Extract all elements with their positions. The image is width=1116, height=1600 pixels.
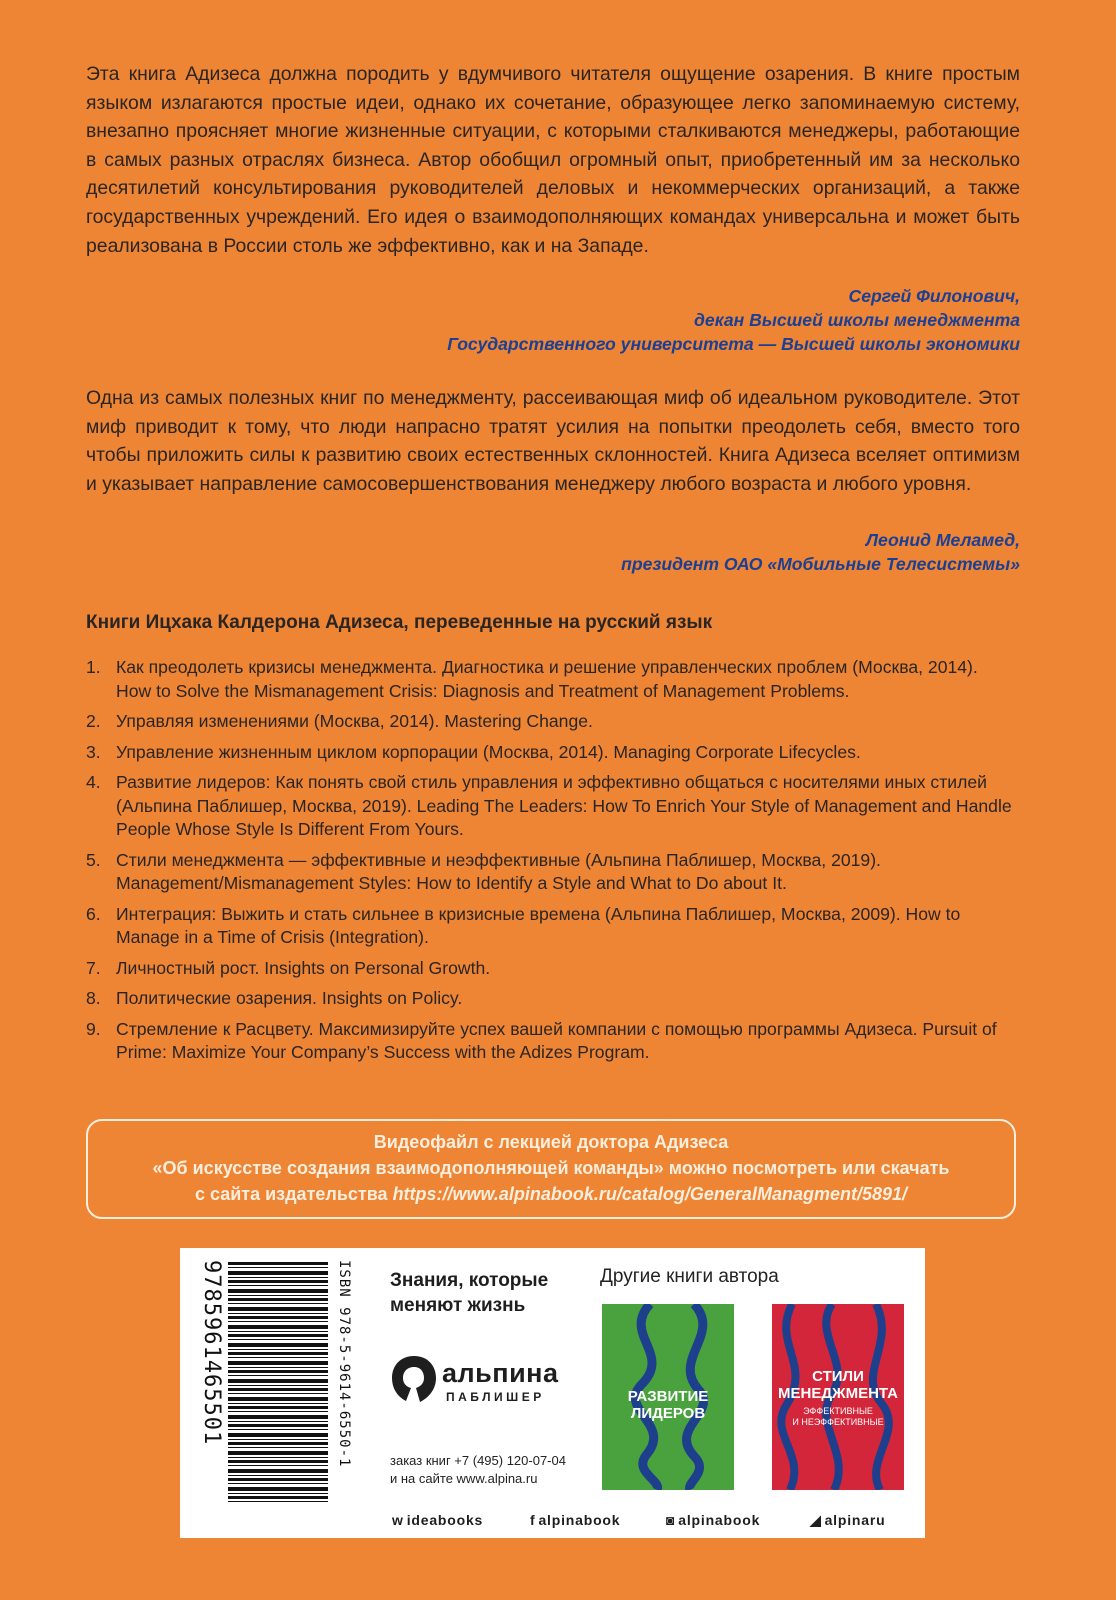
list-item: 2. Управляя изменениями (Москва, 2014). Mastering Change. <box>86 711 593 731</box>
list-item: 7. Личностный рост. Insights on Personal Growth. <box>86 957 491 978</box>
barcode <box>194 1260 354 1504</box>
alpina-logo-icon <box>390 1354 438 1404</box>
quote-1-role-1: декан Высшей школы менеджмента <box>694 310 1020 330</box>
list-item: 4. Развитие лидеров: Как понять свой стиль управления и эффективно общаться с носителями иных стилей (Альпина Паблишер, Москва, 2019). Leading The Leaders: How To Enrich Your Style of Management and Handle People Whose Style Is Different From Yours. <box>86 772 1012 839</box>
quote-2-role-1: президент ОАО «Мобильные Телесистемы» <box>621 554 1020 574</box>
list-item: 8. Политические озарения. Insights on Policy. <box>86 988 463 1008</box>
instagram-icon: ◙ <box>666 1512 676 1528</box>
video-info-box <box>86 1119 1016 1219</box>
quote-2-text: Одна из самых полезных книг по менеджменту, рассеивающая миф об идеальном руководителе. Этот миф приводит к тому, что люди напрасно тратят усилия на попытки преодолеть себя, вместо того чтобы приложить силы к развитию своих естественных склонностей. Книга Адизеса вселяет оптимизм и указывает направление самосовершенствования менеджеру любого возраста и любого уровня. <box>86 387 1020 495</box>
back-panel <box>180 1248 925 1538</box>
order-info: заказ книг +7 (495) 120-07-04 и на сайте www.alpina.ru <box>390 1453 566 1486</box>
quote-1-text: Эта книга Адизеса должна породить у вдумчивого читателя ощущение озарения. В книге простым языком излагаются простые идеи, однако их сочетание, образующее легко запоминаемую систему, внезапно проясняет многие жизненные ситуации, с которыми сталкиваются менеджеры, работающие в самых разных отраслях бизнеса. Автор обобщил огромный опыт, приобретенный им за несколько десятилетий консультирования руководителей деловых и некоммерческих организаций, а также государственных учреждений. Его идея о взаимодополняющих командах универсальна и может быть реализована в России столь же эффективно, как и на Западе. <box>86 63 1020 257</box>
social-vk[interactable]: ᴡ ideabooks <box>392 1512 484 1528</box>
barcode-digits: 9785961465501 <box>199 1260 224 1446</box>
cover-2-subtitle: ЭФФЕКТИВНЫЕ И НЕЭФФЕКТИВНЫЕ <box>792 1406 884 1427</box>
social-telegram[interactable]: ◢ alpinaru <box>810 1512 886 1528</box>
cover-2-title: СТИЛИ МЕНЕДЖМЕНТА <box>778 1368 898 1402</box>
list-item: 5. Стили менеджмента — эффективные и неэффективные (Альпина Паблишер, Москва, 2019). Management/Mismanagement Styles: How to Identify a Style and What to Do about It. <box>86 849 881 893</box>
quote-1-author: Сергей Филонович, <box>848 286 1020 306</box>
quote-2-author: Леонид Меламед, <box>865 530 1020 550</box>
video-line-3: с сайта издательства https://www.alpinabook.ru/catalog/GeneralManagment/5891/ <box>194 1184 908 1204</box>
video-line-1: Видеофайл с лекцией доктора Адизеса <box>373 1132 729 1152</box>
publisher-slogan: Знания, которые меняют жизнь <box>390 1270 549 1316</box>
book-cover-stili-menedzhmenta[interactable] <box>772 1304 904 1490</box>
facebook-icon: f <box>530 1512 536 1528</box>
publisher-sub: ПАБЛИШЕР <box>446 1390 545 1404</box>
quote-2-signature <box>621 528 1020 576</box>
video-line-2: «Об искусстве создания взаимодополняющей команды» можно посмотреть или скачать <box>152 1158 950 1178</box>
other-books-title: Другие книги автора <box>600 1266 779 1287</box>
publisher-name: альпина <box>442 1358 559 1388</box>
books-list <box>86 656 1016 1072</box>
list-item: 1. Как преодолеть кризисы менеджмента. Диагностика и решение управленческих проблем (Москва, 2014). How to Solve the Mismanagement Crisis: Diagnosis and Treatment of Management Problems. <box>86 657 978 701</box>
books-heading: Книги Ицхака Калдерона Адизеса, переведенные на русский язык <box>86 612 713 633</box>
social-facebook[interactable]: f alpinabook <box>530 1512 621 1528</box>
publisher-logo <box>390 1354 580 1410</box>
telegram-icon: ◢ <box>810 1512 822 1528</box>
quote-1-role-2: Государственного университета — Высшей школы экономики <box>447 334 1020 354</box>
video-url-link[interactable]: https://www.alpinabook.ru/catalog/GeneralManagment/5891/ <box>392 1184 908 1204</box>
list-item: 3. Управление жизненным циклом корпорации (Москва, 2014). Managing Corporate Lifecycles. <box>86 741 861 762</box>
list-item: 9. Стремление к Расцвету. Максимизируйте успех вашей компании с помощью программы Адизеса. Pursuit of Prime: Maximize Your Company’s Success with the Adizes Program. <box>86 1018 997 1062</box>
social-instagram[interactable]: ◙ alpinabook <box>666 1512 761 1528</box>
quote-1-signature <box>447 284 1020 356</box>
cover-1-title: РАЗВИТИЕ ЛИДЕРОВ <box>627 1388 709 1422</box>
list-item: 6. Интеграция: Выжить и стать сильнее в кризисные времена (Альпина Паблишер, Москва, 2009). How to Manage in a Time of Crisis (Integration). <box>86 903 961 947</box>
vk-icon: ᴡ <box>392 1512 404 1528</box>
isbn-number: ISBN 978-5-9614-6550-1 <box>336 1260 352 1468</box>
barcode-bars <box>228 1262 328 1502</box>
book-cover-razvitie-liderov[interactable] <box>602 1304 734 1490</box>
